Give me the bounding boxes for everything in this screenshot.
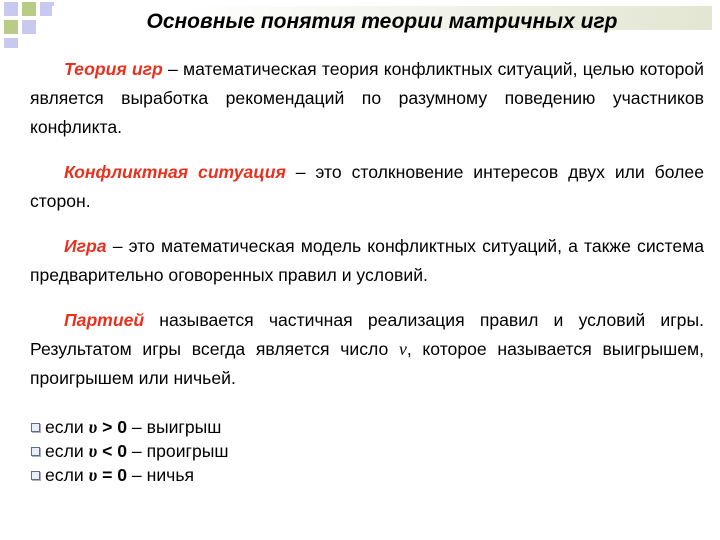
bullet-prefix: если — [45, 441, 89, 461]
square-bullet-icon — [31, 447, 40, 456]
payoff-symbol: υ — [88, 465, 98, 485]
bullet-result: – проигрыш — [127, 441, 229, 461]
definition-paragraph — [30, 232, 704, 290]
deco-square — [4, 2, 18, 16]
definition-paragraph — [30, 306, 704, 393]
bullet-condition: > 0 — [97, 417, 128, 437]
list-item — [30, 463, 704, 487]
term-game-theory: Теория игр — [64, 59, 163, 79]
list-item — [30, 415, 704, 439]
deco-square — [4, 38, 18, 48]
bullet-result: – ничья — [127, 465, 195, 485]
deco-square — [4, 20, 18, 34]
corner-decoration — [0, 0, 60, 50]
definition-text: , которое называется выигрышем, проигрышем или ничьей. — [30, 339, 704, 388]
square-bullet-icon — [31, 471, 40, 480]
outcome-list — [30, 415, 704, 487]
term-party: Партией — [64, 310, 145, 330]
definition-paragraph — [30, 55, 704, 142]
bullet-condition: < 0 — [97, 441, 128, 461]
bullet-result: – выигрыш — [127, 417, 222, 437]
definition-text: – это математическая модель конфликтных ситуаций, а также система предварительно оговоренных правил и условий. — [30, 236, 704, 285]
square-bullet-icon — [31, 423, 40, 432]
bullet-prefix: если — [45, 465, 89, 485]
payoff-symbol: υ — [88, 441, 98, 461]
definition-text: – математическая теория конфликтных ситуаций, целью которой является выработка рекомендаций по разумному поведению участников конфликта. — [30, 59, 704, 137]
slide-content — [30, 55, 704, 487]
deco-square — [22, 20, 36, 34]
definition-text: называется частичная реализация правил и условий игры. Результатом игры всегда является число — [30, 310, 704, 359]
list-item — [30, 439, 704, 463]
slide-title: Основные понятия теории матричных игр — [146, 10, 618, 33]
bullet-condition: = 0 — [97, 465, 128, 485]
payoff-symbol: υ — [88, 417, 98, 437]
deco-square — [22, 2, 36, 16]
definition-text: – это столкновение интересов двух или более сторон. — [30, 162, 704, 211]
term-conflict-situation: Конфликтная ситуация — [64, 162, 286, 182]
bullet-prefix: если — [45, 417, 89, 437]
payoff-symbol: ν — [399, 339, 407, 359]
term-game: Игра — [64, 236, 107, 256]
title-band — [52, 6, 712, 33]
definition-paragraph — [30, 158, 704, 216]
